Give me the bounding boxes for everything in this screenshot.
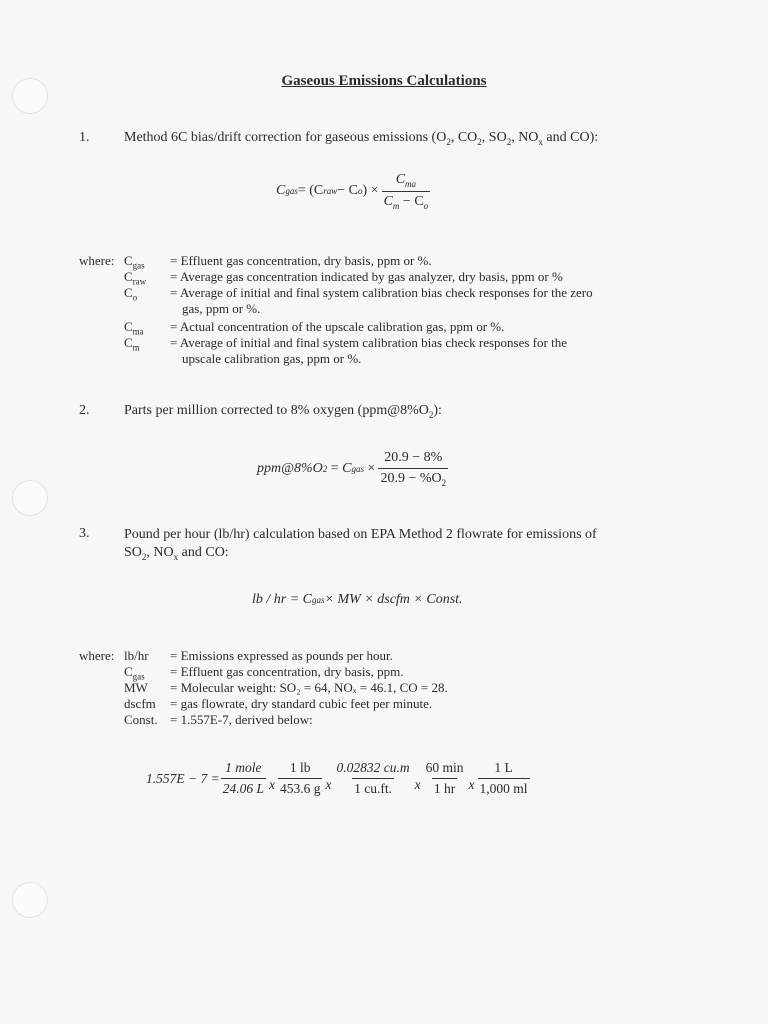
definitions-list-1: where: $C_{gas}$ = Effluent gas concentration, dry basis, ppm or %. $C_{raw}$ = Average gas concentration indicated by gas analyzer, dry basis, ppm or % $C_o$ = Average of initial and final system calibration bias check responses for the zero gas, ppm or %. $C_{ma}$ = Actual concentration of the upscale calibration gas, ppm or %. $C_m$ = Average of initial and final system calibration bias check responses for the upscale calibration gas, ppm or %. xyxy=(79,253,593,366)
section-2-intro: Parts per million corrected to 8% oxygen $(ppm@8\%O_2)$: xyxy=(124,403,442,420)
punch-hole xyxy=(12,480,48,516)
o2-correction-equation: ppm@8%O 2 = C gas × $\frac{20.9 - 8\%}{20.9 - \%O_2}$ xyxy=(257,450,447,488)
definitions-list-2: where: lb/hr = Emissions expressed as pounds per hour. $C_{gas}$ = Effluent gas concentration, dry basis, ppm. MW = Molecular weight: SO₂ = 64, NOₓ = 46.1, CO = 28. dscfm = gas flowrate, dry standard cubic feet per minute. Const. = 1.557E-7, derived below: xyxy=(79,648,448,727)
page-title: Gaseous Emissions Calculations xyxy=(281,73,487,89)
section-1-intro: Method 6C bias/drift correction for gaseous emissions ($O_2$, $CO_2$, $SO_2$, $NO_x$ and CO): xyxy=(124,130,599,147)
lb-per-hr-equation: lb / hr = C gas × MW × dscfm × Const. xyxy=(252,592,463,607)
section-number: 2. xyxy=(79,403,90,418)
punch-hole xyxy=(12,882,48,918)
bias-correction-equation: C gas = (C raw − C o ) × $\frac{C_{ma}}{C_m - C_o}$ xyxy=(276,172,429,211)
section-number: 3. xyxy=(79,526,90,541)
constant-derivation-equation: 1.557E − 7 = $\frac{\text{1 mole}}{24.06 L}$ x $\frac{1 lb}{453.6 g}$ x $\frac{0.02832 cu.m}{1 cu.ft.}$ x $\frac{60 \min}{1 hr}$ x $\frac{1 L}{1,000 ml}$ xyxy=(146,760,528,796)
section-3-intro: Pound per hour (lb/hr) calculation based on EPA Method 2 flowrate for emissions of $SO_2$, $NO_x$ and CO: xyxy=(124,527,597,562)
section-number: 1. xyxy=(79,130,90,145)
